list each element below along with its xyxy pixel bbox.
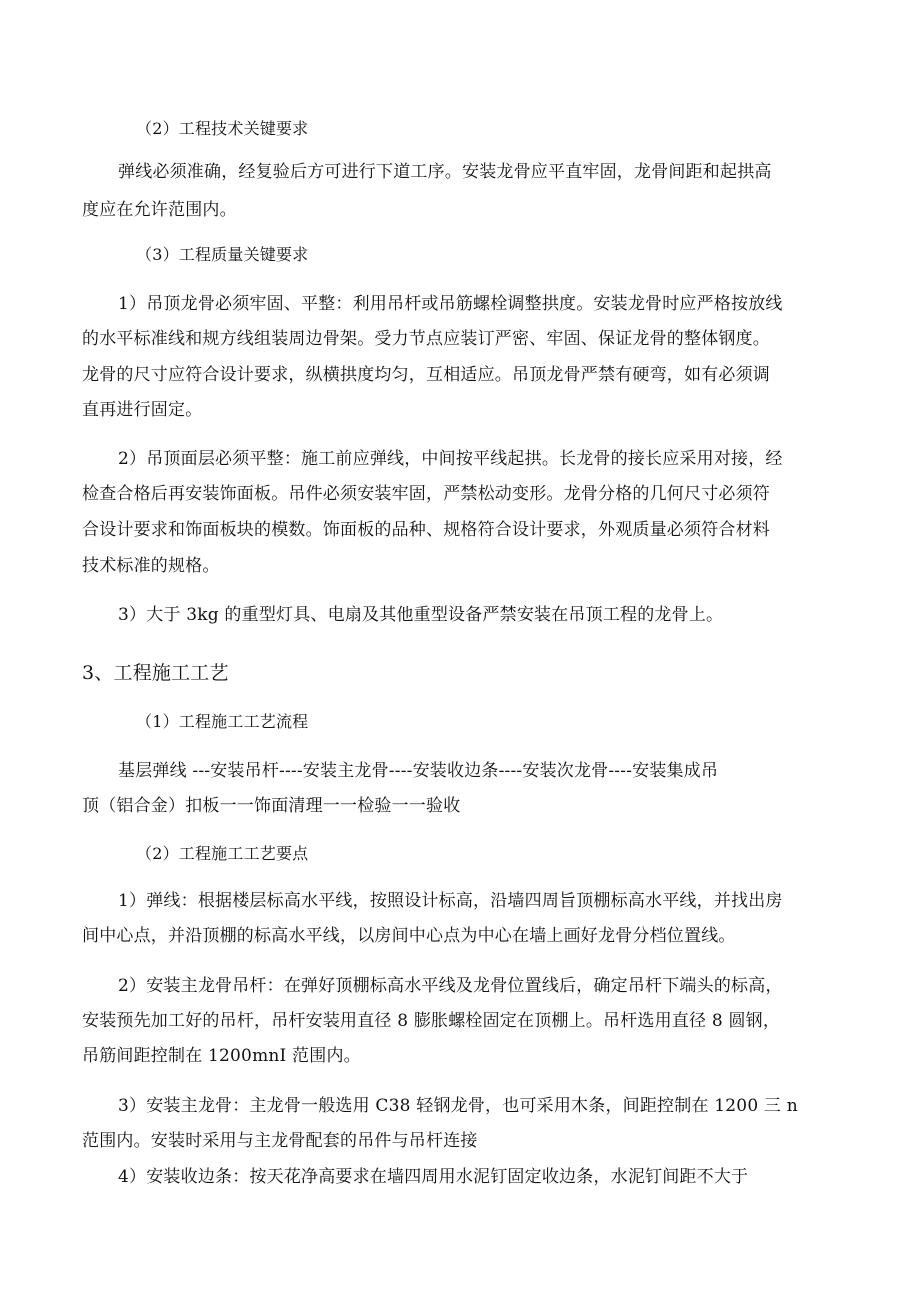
subheading-quality-requirements: （3）工程质量关键要求 (136, 245, 309, 264)
paragraph-line: 安装预先加工好的吊杆，吊杆安装用直径 8 膨胀螺栓固定在顶棚上。吊杆选用直径 8 圆钢， (82, 1011, 781, 1031)
paragraph-line: 2）吊顶面层必须平整：施工前应弹线，中间按平线起拱。长龙骨的接长应采用对接，经 (118, 449, 783, 469)
paragraph-line: 顶（铝合金）扣板一一饰面清理一一检验一一验收 (82, 796, 461, 816)
paragraph-line: 3）安装主龙骨：主龙骨一般选用 C38 轻钢龙骨，也可采用木条，间距控制在 1200 三 n (118, 1096, 798, 1116)
paragraph-line: 2）安装主龙骨吊杆：在弹好顶棚标高水平线及龙骨位置线后，确定吊杆下端头的标高， (118, 976, 783, 996)
paragraph-line: 1）弹线：根据楼层标高水平线，按照设计标高，沿墙四周旨顶棚标高水平线，并找出房 (118, 891, 783, 911)
paragraph-line: 间中心点，并沿顶棚的标高水平线，以房间中心点为中心在墙上画好龙骨分档位置线。 (82, 926, 736, 946)
section-heading: 3、工程施工工艺 (82, 662, 229, 684)
paragraph-line: 吊筋间距控制在 1200mnI 范围内。 (82, 1046, 361, 1066)
subheading-process-points: （2）工程施工工艺要点 (136, 844, 309, 863)
paragraph-line: 基层弹线 ---安装吊杆----安装主龙骨----安装收边条----安装次龙骨----安装集成吊 (118, 761, 719, 781)
paragraph-line: 合设计要求和饰面板块的模数。饰面板的品种、规格符合设计要求，外观质量必须符合材料 (82, 520, 770, 540)
paragraph-line: 3）大于 3kg 的重型灯具、电扇及其他重型设备严禁安装在吊顶工程的龙骨上。 (118, 605, 724, 625)
subheading-process-flow: （1）工程施工工艺流程 (136, 712, 309, 731)
subheading-tech-requirements: （2）工程技术关键要求 (136, 119, 309, 138)
paragraph-line: 龙骨的尺寸应符合设计要求，纵横拱度均匀，互相适应。吊顶龙骨严禁有硬弯，如有必须调 (82, 365, 770, 385)
paragraph-line: 4）安装收边条：按天花净高要求在墙四周用水泥钉固定收边条，水泥钉间距不大于 (118, 1167, 749, 1187)
paragraph-line: 的水平标准线和规方线组装周边骨架。受力节点应装订严密、牢固、保证龙骨的整体钢度。 (82, 329, 770, 349)
paragraph-line: 检查合格后再安装饰面板。吊件必须安装牢固，严禁松动变形。龙骨分格的几何尺寸必须符 (82, 484, 770, 504)
paragraph-line: 弹线必须准确，经复验后方可进行下道工序。安装龙骨应平直牢固，龙骨间距和起拱高 (118, 162, 772, 182)
paragraph-line: 范围内。安装时采用与主龙骨配套的吊件与吊杆连接 (82, 1131, 478, 1151)
paragraph-line: 直再进行固定。 (82, 400, 203, 420)
paragraph-line: 技术标准的规格。 (82, 556, 220, 576)
paragraph-line: 1）吊顶龙骨必须牢固、平整：利用吊杆或吊筋螺栓调整拱度。安装龙骨时应严格按放线 (118, 294, 783, 314)
paragraph-line: 度应在允许范围内。 (82, 200, 237, 220)
